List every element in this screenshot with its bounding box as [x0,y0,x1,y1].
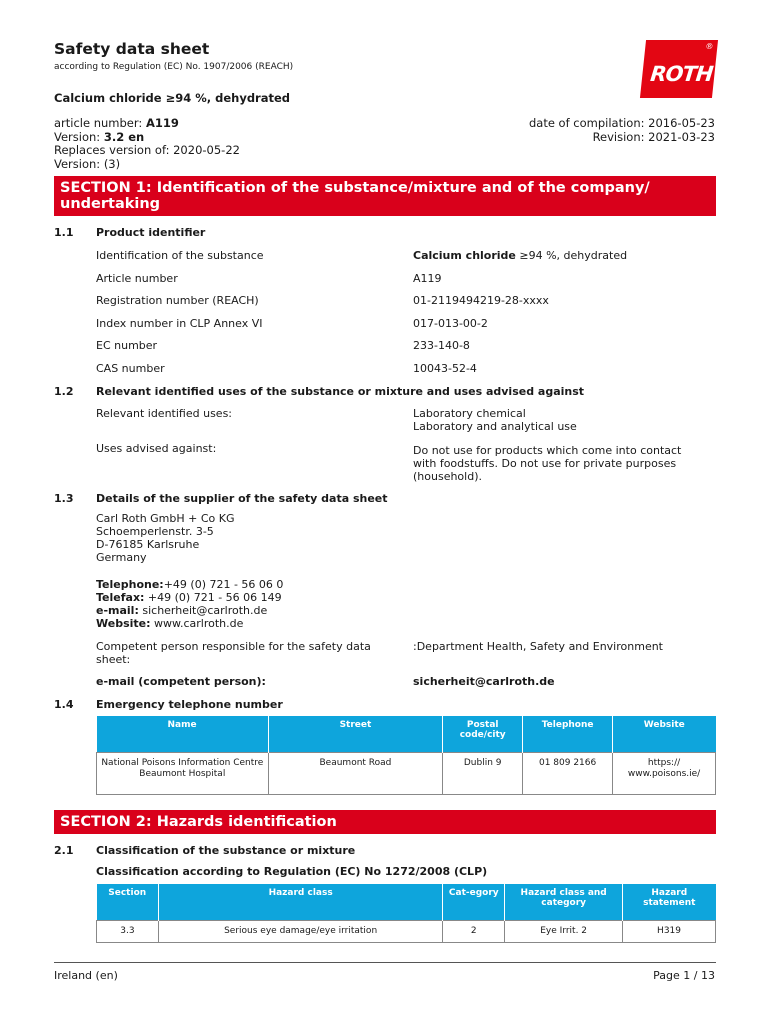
registered-mark: ® [704,42,714,51]
column-header: Telephone [523,716,613,752]
competent-person-value: :Department Health, Safety and Environment [413,640,663,653]
column-header: Hazard statement [623,884,716,920]
subsection-heading: Emergency telephone number [96,698,283,711]
field-label: Index number in CLP Annex VI [96,317,263,330]
section-1-header: SECTION 1: Identification of the substance/mixture and of the company/ undertaking [54,176,716,216]
table-cell: H319 [623,920,716,942]
column-header: Name [97,716,269,752]
page-number: Page 1 / 13 [653,969,715,982]
table-cell: Beaumont Road [268,752,443,794]
field-value: 017-013-00-2 [413,317,488,330]
table-header-row [97,884,716,920]
classification-subheading: Classification according to Regulation (EC) No 1272/2008 (CLP) [96,865,488,878]
column-header: Website [613,716,716,752]
field-value: 233-140-8 [413,339,470,352]
subsection-number: 1.1 [54,226,74,239]
previous-version: Version: (3) [54,156,121,171]
competent-email-value[interactable]: sicherheit@carlroth.de [413,675,555,688]
supplier-contacts [96,578,283,630]
table-cell: Eye Irrit. 2 [505,920,623,942]
table-row [97,752,716,794]
field-label: Article number [96,272,178,285]
logo-text: ROTH [649,62,714,86]
subsection-number: 2.1 [54,844,74,857]
subsection-heading: Product identifier [96,226,206,239]
field-value: Calcium chloride ≥94 %, dehydrated [413,249,628,262]
telephone: Telephone:+49 (0) 721 - 56 06 0 [96,578,284,591]
roth-logo [640,40,718,98]
competent-email-label: e-mail (competent person): [96,675,266,688]
field-label: Identification of the substance [96,249,264,262]
document-title: Safety data sheet [54,40,210,58]
compilation-date: date of compilation: 2016-05-23 [528,116,715,130]
replaces-version: Replaces version of: 2020-05-22 [54,143,240,157]
document-meta-right [529,117,715,144]
identified-uses: Laboratory chemical Laboratory and analytical use [413,407,577,433]
footer-divider [54,962,716,963]
column-header: Hazard class [158,884,442,920]
table-header-row [97,716,716,752]
emergency-contact-table [96,716,716,795]
column-header: Hazard class and category [505,884,623,920]
column-header: Cat-egory [443,884,505,920]
competent-person-label: Competent person responsible for the safety data sheet: [96,640,371,666]
regulation-subtitle: according to Regulation (EC) No. 1907/2006 (REACH) [54,62,294,72]
subsection-number: 1.3 [54,492,74,505]
column-header: Section [97,884,159,920]
table-cell: 3.3 [97,920,159,942]
field-label: Relevant identified uses: [96,407,233,420]
subsection-number: 1.2 [54,385,74,398]
subsection-heading: Classification of the substance or mixture [96,844,356,857]
product-name: Calcium chloride ≥94 %, dehydrated [54,91,291,105]
field-value: A119 [413,272,442,285]
table-cell: 2 [443,920,505,942]
revision-date: Revision: 2021-03-23 [592,129,715,144]
telefax: Telefax: +49 (0) 721 - 56 06 149 [96,591,282,604]
table-cell: 01 809 2166 [523,752,613,794]
section-2-header: SECTION 2: Hazards identification [54,810,716,834]
version: Version: 3.2 en [54,129,145,144]
uses-advised-against: Do not use for products which come into contact with foodstuffs. Do not use for private purposes (household). [413,444,682,483]
footer-country: Ireland (en) [54,969,118,982]
table-row [97,920,716,942]
table-cell[interactable]: https:// www.poisons.ie/ [613,752,716,794]
subsection-number: 1.4 [54,698,74,711]
document-meta-left [54,117,240,171]
article-number: article number: A119 [54,116,179,130]
website[interactable]: Website: www.carlroth.de [96,617,244,630]
field-label: EC number [96,339,158,352]
field-value: 01-2119494219-28-xxxx [413,294,549,307]
supplier-address: Carl Roth GmbH + Co KG Schoemperlenstr. 3-5 D-76185 Karlsruhe Germany [96,512,235,564]
table-cell: National Poisons Information Centre Beaumont Hospital [97,752,269,794]
subsection-heading: Relevant identified uses of the substance or mixture and uses advised against [96,385,585,398]
column-header: Street [268,716,443,752]
table-cell: Dublin 9 [443,752,523,794]
field-value: 10043-52-4 [413,362,477,375]
column-header: Postal code/city [443,716,523,752]
field-label: Uses advised against: [96,442,217,455]
email[interactable]: e-mail: sicherheit@carlroth.de [96,604,268,617]
subsection-heading: Details of the supplier of the safety data sheet [96,492,388,505]
table-cell: Serious eye damage/eye irritation [158,920,442,942]
field-label: CAS number [96,362,165,375]
field-label: Registration number (REACH) [96,294,259,307]
hazard-classification-table [96,884,716,943]
